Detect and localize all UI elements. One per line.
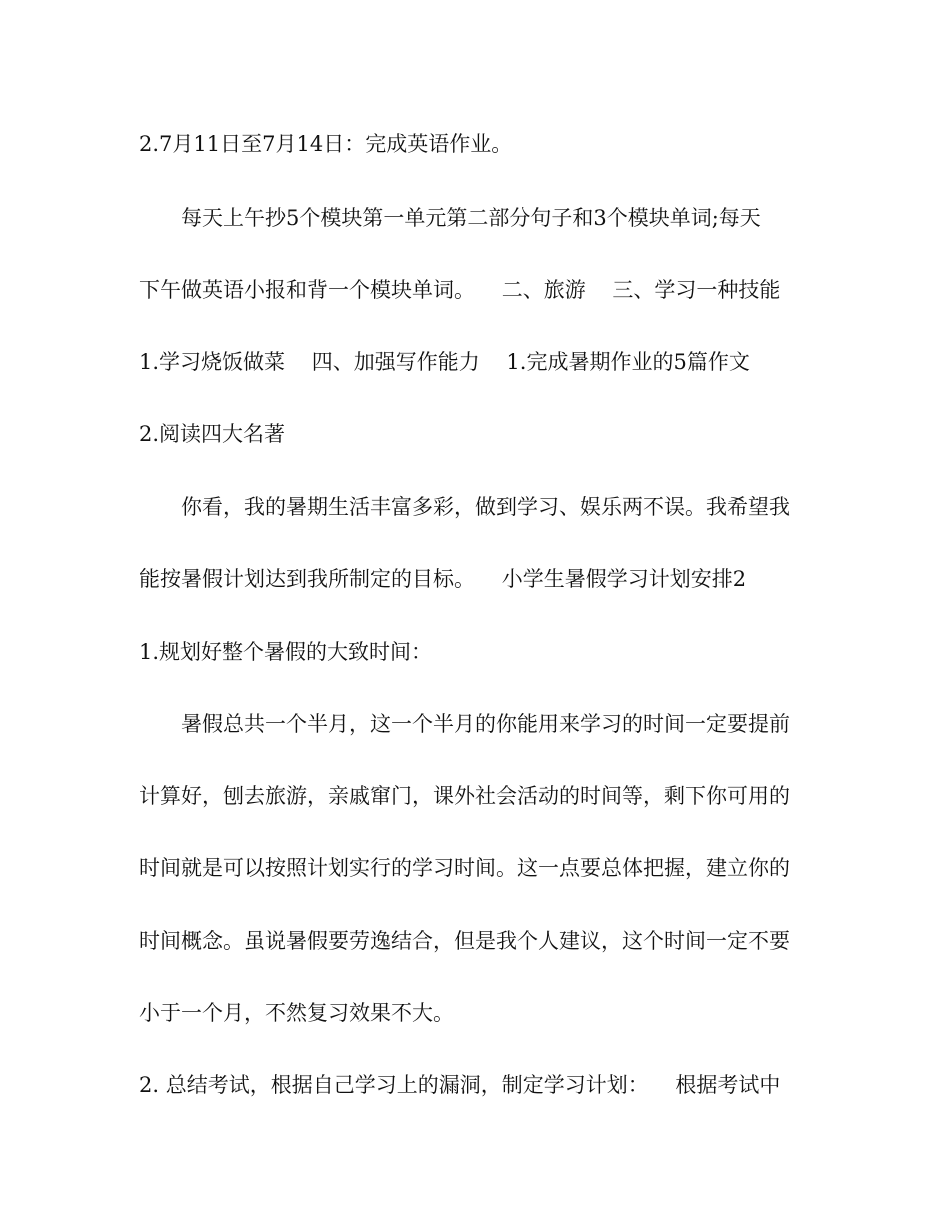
text-line: 计算好，刨去旅游，亲戚窜门，课外社会活动的时间等，剩下你可用的 xyxy=(139,784,790,808)
text-line: 你看，我的暑期生活丰富多彩，做到学习、娱乐两不误。我希望我 xyxy=(181,495,790,519)
text-line: 下午做英语小报和背一个模块单词。 二、旅游 三、学习一种技能 xyxy=(139,278,781,302)
text-line: 1.规划好整个暑假的大致时间： xyxy=(139,640,433,664)
text-line: 小于一个月，不然复习效果不大。 xyxy=(139,1001,454,1025)
text-line: 能按暑假计划达到我所制定的目标。 小学生暑假学习计划安排2 xyxy=(139,567,747,591)
text-line: 2.7月11日至7月14日：完成英语作业。 xyxy=(139,132,513,156)
text-line: 暑假总共一个半月，这一个半月的你能用来学习的时间一定要提前 xyxy=(181,712,790,736)
text-line: 时间概念。虽说暑假要劳逸结合，但是我个人建议，这个时间一定不要 xyxy=(139,929,790,953)
text-line: 每天上午抄5个模块第一单元第二部分句子和3个模块单词;每天 xyxy=(181,206,761,230)
text-line: 2. 总结考试，根据自己学习上的漏洞，制定学习计划： 根据考试中 xyxy=(139,1073,781,1097)
text-line: 1.学习烧饭做菜 四、加强写作能力 1.完成暑期作业的5篇作文 xyxy=(139,350,750,374)
text-line: 时间就是可以按照计划实行的学习时间。这一点要总体把握，建立你的 xyxy=(139,856,790,880)
text-line: 2.阅读四大名著 xyxy=(139,422,286,446)
